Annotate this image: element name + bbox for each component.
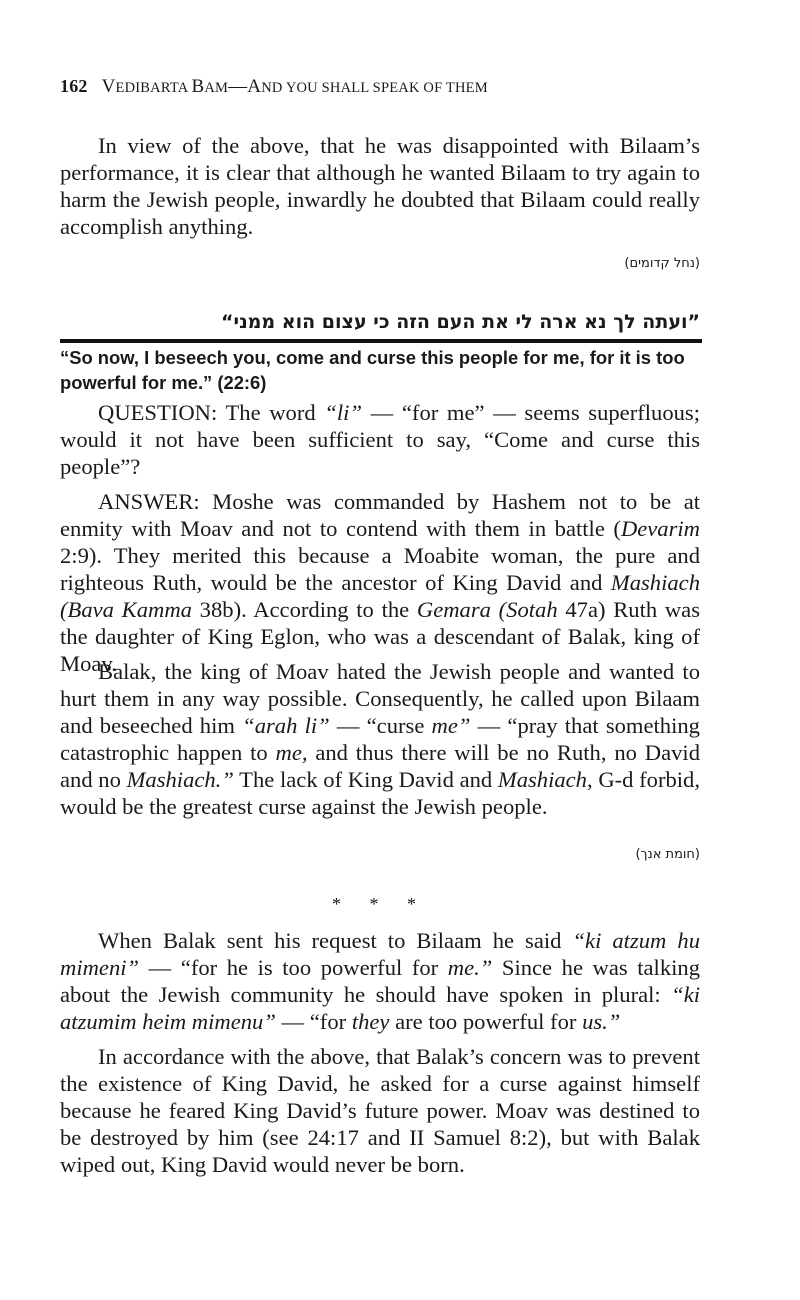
running-head	[60, 76, 488, 98]
intro-paragraph: In view of the above, that he was disappointed with Bilaam’s performance, it is clear that although he wanted Bilaam to try again to harm the Jewish people, inwardly he doubted that Bilaam could really accomplish anything.	[60, 133, 700, 239]
title-text: AM	[204, 80, 229, 96]
title-text: EDIBARTA	[115, 80, 192, 96]
page-number: 162	[60, 76, 88, 96]
english-verse-heading: “So now, I beseech you, come and curse this people for me, for it is too powerful for me.” (22:6)	[60, 347, 685, 393]
answer-paragraph: ANSWER: Moshe was commanded by Hashem not to be at enmity with Moav and not to contend with them in battle (Devarim 2:9). They merited this because a Moabite woman, the pure and righteous Ruth, would be the ancestor of King David and Mashiach (Bava Kamma 38b). According to the Gemara (Sotah 47a) Ruth was the daughter of King Eglon, who was a descendant of Balak, king of Moav.	[60, 489, 700, 676]
accordance-paragraph: In accordance with the above, that Balak’s concern was to prevent the existence of King David, he asked for a curse against himself because he feared King David’s future power. Moav was destined to be destroyed by him (see 24:17 and II Samuel 8:2), but with Balak wiped out, King David would never be born.	[60, 1044, 700, 1177]
hebrew-verse-heading: ”ועתה לך נא ארה לי את העם הזה כי עצום הוא ממני“	[220, 311, 700, 333]
source-citation: (נחל קדומים)	[624, 256, 700, 271]
title-cap: B	[191, 76, 205, 97]
when-balak-paragraph: When Balak sent his request to Bilaam he said “ki atzum hu mimeni” — “for he is too powerful for me.” Since he was talking about the Jewish community he should have spoken in plural: “ki atzumim heim mimenu” — “for they are too powerful for us.”	[60, 928, 700, 1034]
title-text: ND YOU SHALL SPEAK OF THEM	[261, 80, 488, 96]
title-dash: —	[228, 76, 248, 97]
question-paragraph: QUESTION: The word “li” — “for me” — seems superfluous; would it not have been sufficient to say, “Come and curse this people”?	[60, 400, 700, 479]
section-separator: * * *	[332, 894, 428, 914]
balak-paragraph: Balak, the king of Moav hated the Jewish people and wanted to hurt them in any way possible. Consequently, he called upon Bilaam and beseeched him “arah li” — “curse me” — “pray that something catastrophic happen to me, and thus there will be no Ruth, no David and no Mashiach.” The lack of King David and Mashiach, G-d forbid, would be the greatest curse against the Jewish people.	[60, 659, 700, 819]
heading-rule	[60, 339, 702, 343]
title-cap: A	[247, 76, 262, 97]
title-cap: V	[101, 76, 116, 97]
source-citation: (חומת אנך)	[635, 847, 700, 862]
